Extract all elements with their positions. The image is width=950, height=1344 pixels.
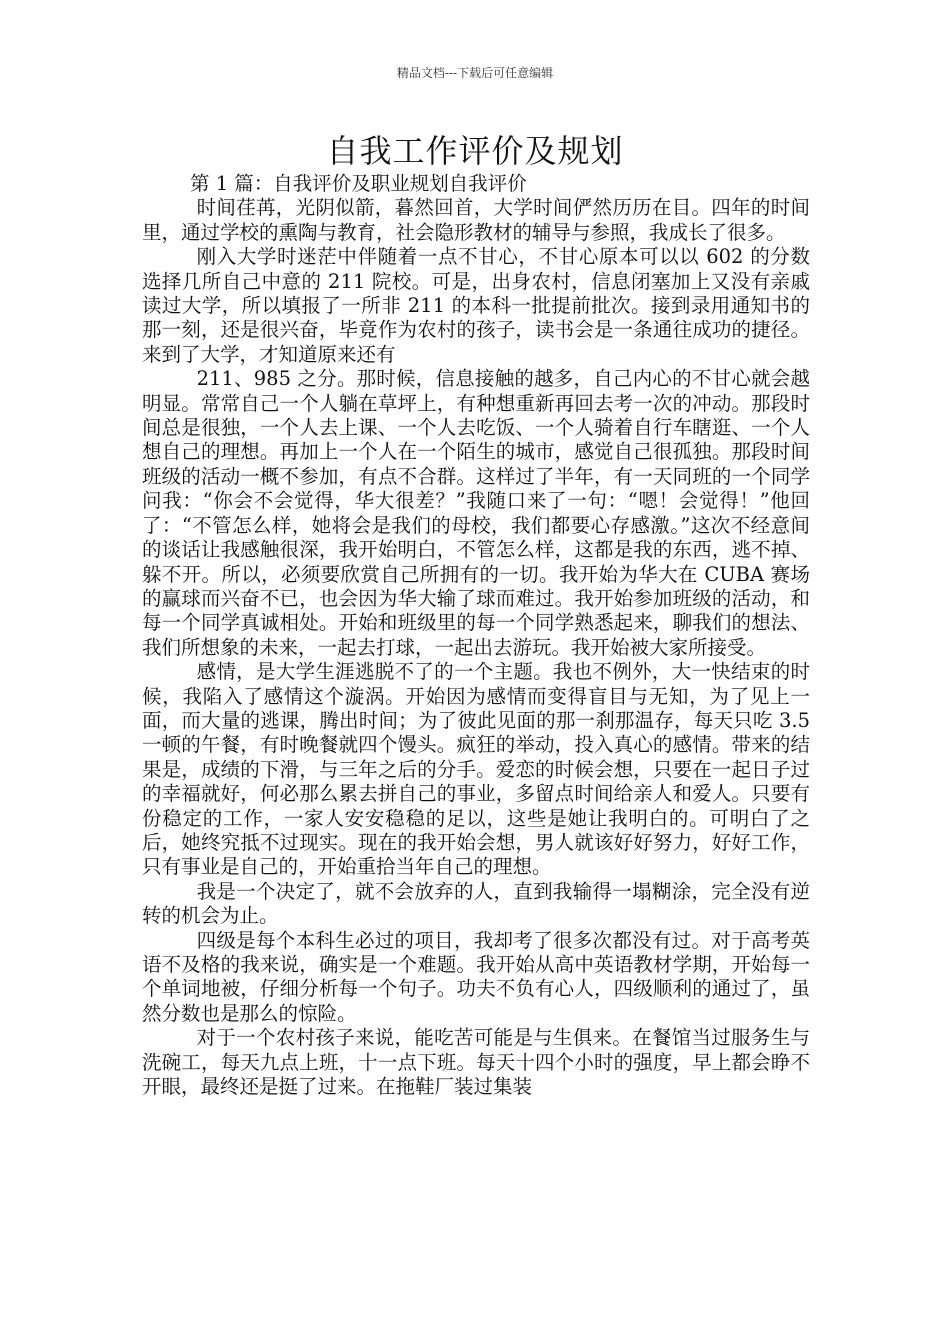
article-subtitle: 第 1 篇：自我评价及职业规划自我评价 bbox=[190, 172, 527, 195]
paragraph: 时间荏苒，光阴似箭，暮然回首，大学时间俨然历历在目。四年的时间里，通过学校的熏陶与教育，社会隐形教材的辅导与参照，我成长了很多。 bbox=[142, 196, 810, 244]
paragraph: 我是一个决定了，就不会放弃的人，直到我输得一塌糊涂，完全没有逆转的机会为止。 bbox=[142, 879, 810, 928]
paragraph: 感情，是大学生涯逃脱不了的一个主题。我也不例外，大一快结束的时候，我陷入了感情这个漩涡。开始因为感情而变得盲目与无知，为了见上一面，而大量的逃课，腾出时间；为了彼此见面的那一刹那温存，每天只吃 3.5 一顿的午餐，有时晚餐就四个馒头。疯狂的举动，投入真心的感情。带来的结果是，成绩的下滑，与三年之后的分手。爱恋的时候会想，只要在一起日子过的幸福就好，何必那么累去拼自己的事业，多留点时间给亲人和爱人。只要有份稳定的工作，一家人安安稳稳的足以，这些是她让我明白的。可明白了之后，她终究抵不过现实。现在的我开始会想，男人就该好好努力，好好工作，只有事业是自己的，开始重拾当年自己的理想。 bbox=[142, 660, 810, 879]
paragraph: 刚入大学时迷茫中伴随着一点不甘心，不甘心原本可以以 602 的分数选择几所自己中意的 211 院校。可是，出身农村，信息闭塞加上又没有亲戚读过大学，所以填报了一所非 211 的本科一批提前批次。接到录用通知书的那一刻，还是很兴奋，毕竟作为农村的孩子，读书会是一条通往成功的捷径。来到了大学，才知道原来还有 bbox=[142, 245, 810, 366]
document-title: 自我工作评价及规划 bbox=[326, 132, 624, 170]
paragraph: 对于一个农村孩子来说，能吃苦可能是与生俱来。在餐馆当过服务生与洗碗工，每天九点上班，十一点下班。每天十四个小时的强度，早上都会睁不开眼，最终还是挺了过来。在拖鞋厂装过集装 bbox=[142, 1026, 810, 1099]
document-body bbox=[142, 172, 810, 1099]
paragraph: 四级是每个本科生必过的项目，我却考了很多次都没有过。对于高考英语不及格的我来说，确实是一个难题。我开始从高中英语教材学期，开始每一个单词地被，仔细分析每一个句子。功夫不负有心人，四级顺利的通过了，虽然分数也是那么的惊险。 bbox=[142, 928, 810, 1025]
page-header: 精品文档---下载后可任意编辑 bbox=[396, 66, 554, 80]
paragraph: 211、985 之分。那时候，信息接触的越多，自己内心的不甘心就会越明显。常常自己一个人躺在草坪上，有种想重新再回去考一次的冲动。那段时间总是很独，一个人去上课、一个人去吃饭、一个人骑着自行车瞎逛、一个人想自己的理想。再加上一个人在一个陌生的城市，感觉自己很孤独。那段时间班级的活动一概不参加，有点不合群。这样过了半年，有一天同班的一个同学问我：“你会不会觉得，华大很差？”我随口来了一句：“嗯！会觉得！”他回了：“不管怎么样，她将会是我们的母校，我们都要心存感激。”这次不经意间的谈话让我感触很深，我开始明白，不管怎么样，这都是我的东西，逃不掉、躲不开。所以，必须要欣赏自己所拥有的一切。我开始为华大在 CUBA 赛场的赢球而兴奋不已，也会因为华大输了球而难过。我开始参加班级的活动，和每一个同学真诚相处。开始和班级里的每一个同学熟悉起来，聊我们的想法、我们所想象的未来，一起去打球，一起出去游玩。我开始被大家所接受。 bbox=[142, 367, 810, 659]
